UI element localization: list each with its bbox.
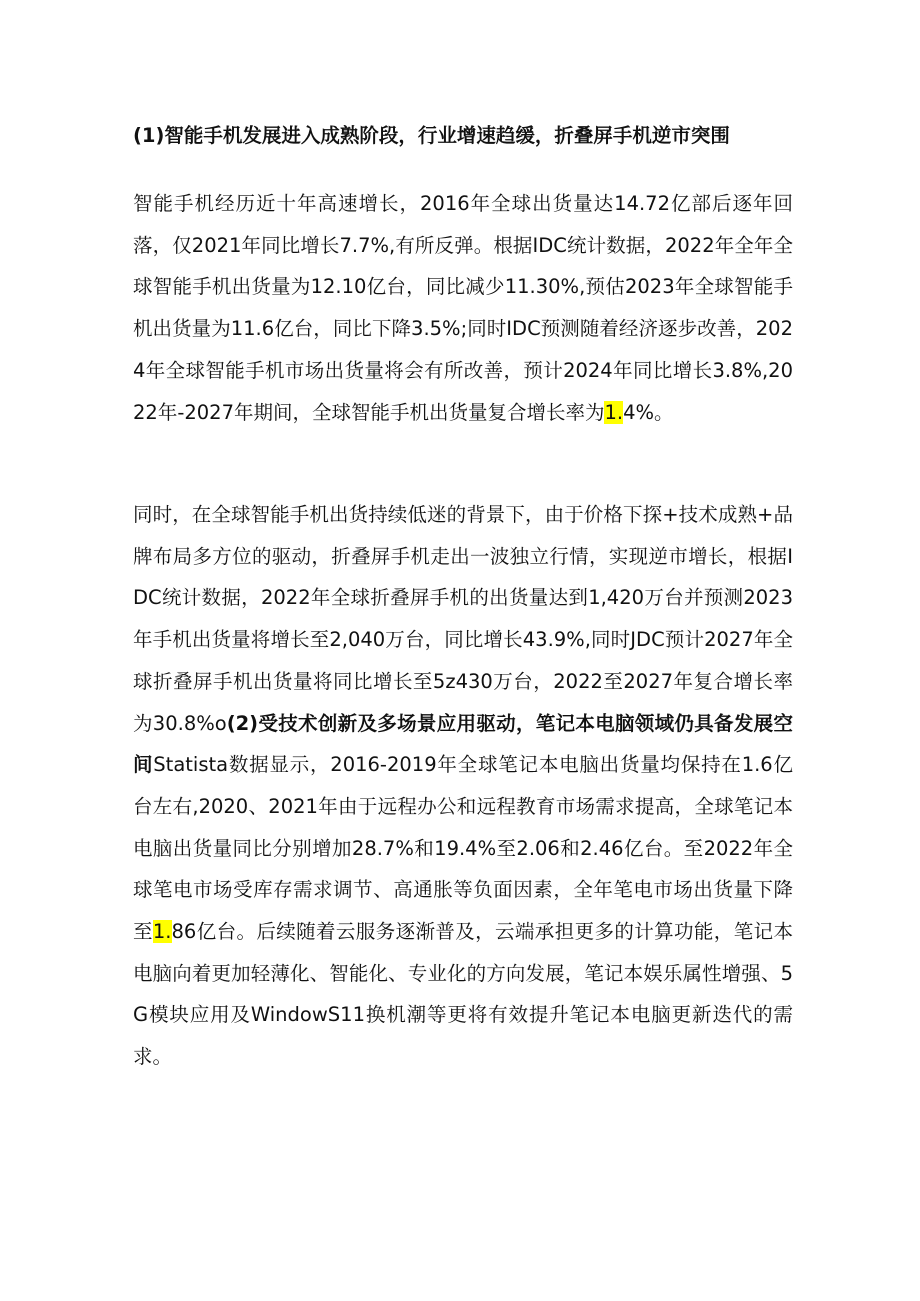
highlighted-text: 1. — [604, 400, 624, 424]
paragraph-text: 智能手机经历近十年高速增长，2016年全球出货量达14.72亿部后逐年回落，仅2021年同比增长7.7%,有所反弹。根据IDC统计数据，2022年全年全球智能手机出货量为12.10亿台，同比减少11.30%,预估2023年全球智能手机出货量为11.6亿台，同比下降3.5%;同时IDC预测随着经济逐步改善，2024年全球智能手机市场出货量将会有所改善，预计2024年同比增长3.8%,2022年-2027年期间，全球智能手机出货量复合增长率为 — [133, 192, 793, 424]
paragraph-text: 同时，在全球智能手机出货持续低迷的背景下，由于价格下探+技术成熟+品牌布局多方位的驱动，折叠屏手机走出一波独立行情，实现逆市增长，根据IDC统计数据，2022年全球折叠屏手机的出货量达到1,420万台并预测2023年手机出货量将增长至2,040万台，同比增长43.9%,同时JDC预计2027年全球折叠屏手机出货量将同比增长至5z430万台，2022至2027年复合增长率为30.8%o — [133, 503, 793, 735]
section-heading-smartphone: (1)智能手机发展进入成熟阶段，行业增速趋缓，折叠屏手机逆市突围 — [133, 124, 730, 147]
highlighted-text: 1. — [152, 920, 172, 944]
paragraph-text: 4%。 — [623, 400, 674, 424]
paragraph-foldable-and-laptop — [133, 494, 793, 1078]
paragraph-smartphone-shipments — [133, 183, 793, 433]
paragraph-text: 86亿台。后续随着云服务逐渐普及，云端承担更多的计算功能，笔记本电脑向着更加轻薄化、智能化、专业化的方向发展，笔记本娱乐属性增强、5G模块应用及WindowS11换机潮等更将有效提升笔记本电脑更新迭代的需求。 — [133, 920, 793, 1069]
section-heading-laptop: (2)受技术创新及多场景应用驱动，笔记本电脑领域仍具备发展空间 — [133, 711, 793, 777]
paragraph-text: Statista数据显示，2016-2019年全球笔记本电脑出货量均保持在1.6亿台左右,2020、2021年由于远程办公和远程教育市场需求提高，全球笔记本电脑出货量同比分别增加28.7%和19.4%至2.06和2.46亿台。至2022年全球笔电市场受库存需求调节、高通胀等负面因素，全年笔电市场出货量下降至 — [133, 753, 793, 944]
